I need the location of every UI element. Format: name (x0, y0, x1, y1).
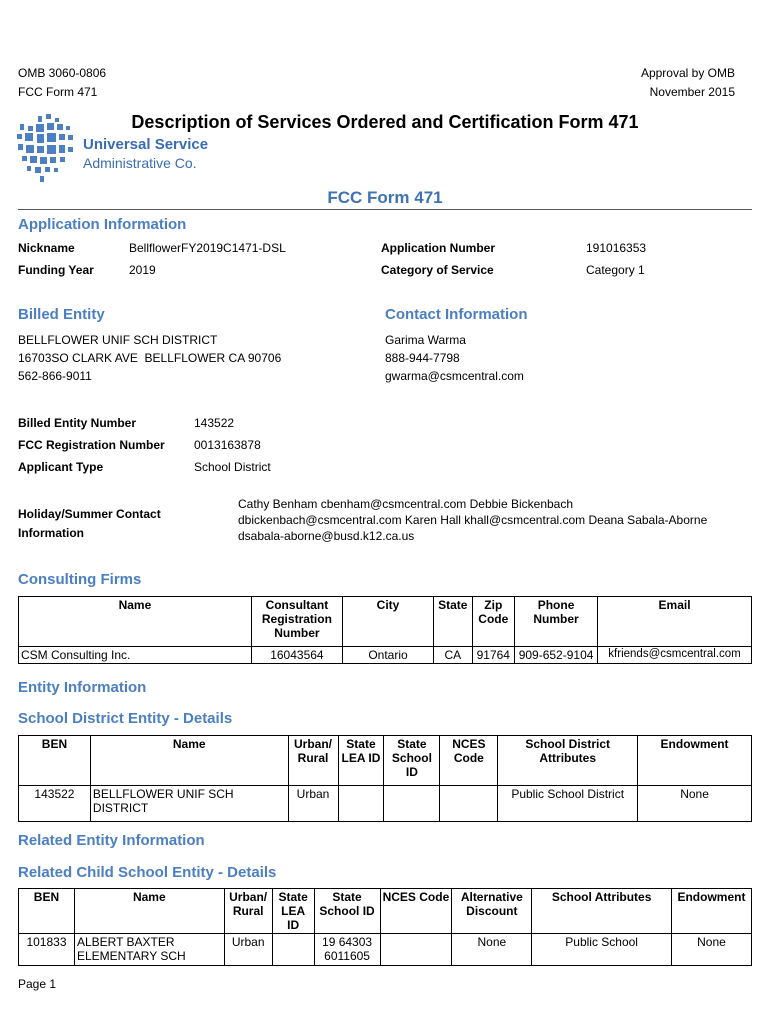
col-consultant-reg: Consultant Registration Number (251, 597, 342, 647)
consulting-header-row (19, 597, 752, 647)
consultant-email: kfriends@csmcentral.com (598, 647, 752, 664)
consultant-city: Ontario (342, 647, 433, 664)
district-state-lea (338, 786, 384, 822)
child-name: ALBERT BAXTER ELEMENTARY SCH (74, 934, 224, 966)
holiday-contact-value (238, 496, 758, 544)
holiday-line3: dsabala-aborne@busd.k12.ca.us (238, 529, 415, 543)
child-alt-discount: None (452, 934, 532, 966)
holiday-label-line2: Information (18, 526, 84, 540)
col-urban-rural: Urban/ Rural (288, 736, 338, 786)
district-details-heading: School District Entity - Details (18, 710, 233, 727)
col-zip: Zip Code (472, 597, 515, 647)
col-state: State (434, 597, 472, 647)
consultant-state: CA (434, 647, 472, 664)
table-row (19, 647, 752, 664)
col-state-lea: State LEA ID (272, 889, 314, 934)
application-info-heading: Application Information (18, 216, 187, 233)
col-state-lea: State LEA ID (338, 736, 384, 786)
ben-value: 143522 (194, 416, 235, 430)
application-number-value: 191016353 (586, 241, 647, 255)
col-alt-discount: Alternative Discount (452, 889, 532, 934)
contact-info-heading: Contact Information (385, 306, 528, 323)
child-header-row (19, 889, 752, 934)
table-row (19, 934, 752, 966)
billed-entity-address: 16703SO CLARK AVE BELLFLOWER CA 90706 (18, 351, 282, 365)
child-urban-rural: Urban (224, 934, 272, 966)
applicant-type-label: Applicant Type (18, 460, 104, 474)
billed-entity-name: BELLFLOWER UNIF SCH DISTRICT (18, 333, 218, 347)
form-title: FCC Form 471 (327, 188, 443, 207)
district-nces (440, 786, 498, 822)
entity-info-heading: Entity Information (18, 679, 147, 696)
consultant-phone: 909-652-9104 (515, 647, 598, 664)
col-state-school: State School ID (384, 736, 440, 786)
approval-date: November 2015 (649, 85, 735, 99)
child-school-table (18, 888, 752, 966)
approval-text: Approval by OMB (640, 66, 735, 80)
nickname-label: Nickname (18, 241, 75, 255)
col-school-attributes: School Attributes (532, 889, 672, 934)
applicant-type-value: School District (194, 460, 271, 474)
col-name: Name (19, 597, 252, 647)
header-left (18, 64, 106, 102)
col-ben: BEN (19, 889, 75, 934)
billed-entity-heading: Billed Entity (18, 306, 105, 323)
col-urban-rural: Urban/ Rural (224, 889, 272, 934)
col-phone: Phone Number (515, 597, 598, 647)
consultant-name: CSM Consulting Inc. (19, 647, 252, 664)
consultant-zip: 91764 (472, 647, 515, 664)
funding-year-label: Funding Year (18, 263, 94, 277)
child-ben: 101833 (19, 934, 75, 966)
title-divider (18, 209, 752, 210)
col-name: Name (90, 736, 288, 786)
child-state-school: 19 64303 6011605 (314, 934, 380, 966)
table-row (19, 786, 752, 822)
consulting-firms-table (18, 596, 752, 664)
holiday-contact-label (18, 505, 161, 543)
category-value: Category 1 (586, 263, 645, 277)
col-endowment: Endowment (638, 736, 752, 786)
col-nces: NCES Code (440, 736, 498, 786)
billed-entity-phone: 562-866-9011 (18, 369, 92, 383)
child-state-lea (272, 934, 314, 966)
omb-number: OMB 3060-0806 (18, 66, 107, 80)
child-school-attributes: Public School (532, 934, 672, 966)
district-header-row (19, 736, 752, 786)
form-number: FCC Form 471 (18, 85, 98, 99)
district-ben: 143522 (19, 786, 91, 822)
holiday-line1: Cathy Benham cbenham@csmcentral.com Debbie Bickenbach (238, 497, 574, 511)
contact-phone: 888-944-7798 (385, 351, 460, 365)
col-email: Email (598, 597, 752, 647)
fcc-registration-label: FCC Registration Number (18, 438, 165, 452)
logo-name-line1: Universal Service (83, 136, 209, 153)
contact-email: gwarma@csmcentral.com (385, 369, 524, 383)
district-name: BELLFLOWER UNIF SCH DISTRICT (90, 786, 288, 822)
holiday-line2: dbickenbach@csmcentral.com Karen Hall khall@csmcentral.com Deana Sabala-Aborne (238, 513, 708, 527)
child-nces (380, 934, 452, 966)
related-entity-heading: Related Entity Information (18, 832, 205, 849)
contact-name: Garima Warma (385, 333, 466, 347)
district-entity-table (18, 735, 752, 822)
header-right (641, 64, 735, 102)
category-label: Category of Service (381, 263, 494, 277)
col-state-school: State School ID (314, 889, 380, 934)
logo-name-line2: Administrative Co. (83, 155, 197, 171)
funding-year-value: 2019 (129, 263, 156, 277)
col-ben: BEN (19, 736, 91, 786)
ben-label: Billed Entity Number (18, 416, 137, 430)
col-nces: NCES Code (380, 889, 452, 934)
consulting-firms-heading: Consulting Firms (18, 571, 142, 588)
district-state-school (384, 786, 440, 822)
page-number: Page 1 (18, 977, 57, 991)
holiday-label-line1: Holiday/Summer Contact (18, 507, 161, 521)
col-name: Name (74, 889, 224, 934)
application-number-label: Application Number (381, 241, 496, 255)
district-endowment: None (638, 786, 752, 822)
document-title: Description of Services Ordered and Certification Form 471 (131, 112, 639, 132)
district-urban-rural: Urban (288, 786, 338, 822)
billed-entity-address-block (18, 331, 281, 385)
child-endowment: None (671, 934, 751, 966)
col-city: City (342, 597, 433, 647)
nickname-value: BellflowerFY2019C1471-DSL (129, 241, 286, 255)
child-school-heading: Related Child School Entity - Details (18, 864, 277, 881)
consultant-reg: 16043564 (251, 647, 342, 664)
col-district-attributes: School District Attributes (498, 736, 638, 786)
contact-block (385, 331, 524, 385)
fcc-registration-value: 0013163878 (194, 438, 261, 452)
district-attributes: Public School District (498, 786, 638, 822)
col-endowment: Endowment (671, 889, 751, 934)
